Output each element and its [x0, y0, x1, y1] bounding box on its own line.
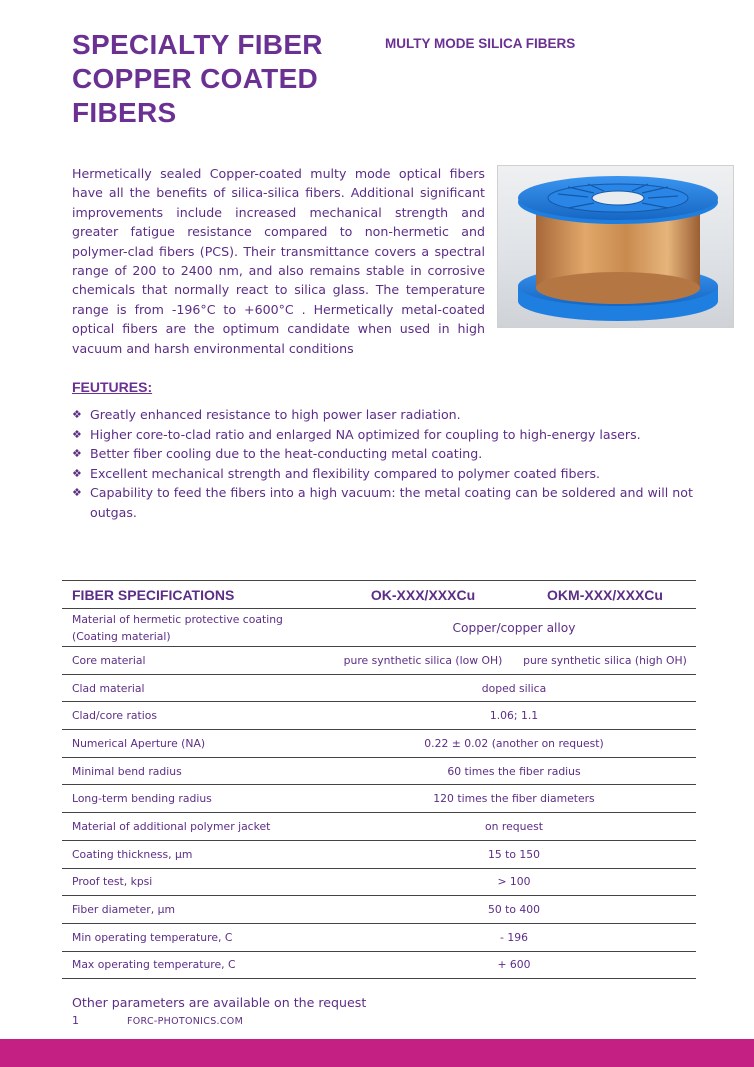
feature-text: Higher core-to-clad ratio and enlarged NA optimized for coupling to high-energy lasers. — [90, 426, 641, 442]
value-cell: 120 times the fiber diameters — [332, 785, 696, 813]
param-line: Material of hermetic protective coating — [72, 612, 283, 626]
param-cell: Minimal bend radius — [62, 757, 332, 785]
table-row — [62, 840, 696, 868]
table-row — [62, 951, 696, 979]
value-cell: 60 times the fiber radius — [332, 757, 696, 785]
value-cell: - 196 — [332, 923, 696, 951]
value-cell: > 100 — [332, 868, 696, 896]
table-row — [62, 785, 696, 813]
value-cell-okm: pure synthetic silica (high OH) — [514, 647, 696, 675]
features-list — [72, 405, 702, 523]
feature-item — [72, 405, 702, 425]
feature-text: Excellent mechanical strength and flexibility compared to polymer coated fibers. — [90, 465, 601, 481]
diamond-bullet-icon: ❖ — [72, 466, 82, 480]
page-number: 1 — [72, 1014, 79, 1027]
feature-text: Better fiber cooling due to the heat-conducting metal coating. — [90, 446, 483, 462]
feature-item — [72, 464, 702, 484]
feature-item — [72, 444, 702, 464]
spool-illustration — [498, 166, 733, 327]
value-cell: 50 to 400 — [332, 896, 696, 924]
website-link[interactable]: FORC-PHOTONICS.COM — [127, 1016, 244, 1027]
value-cell: doped silica — [332, 674, 696, 702]
footnote: Other parameters are available on the request — [72, 995, 367, 1010]
feature-item — [72, 425, 702, 445]
param-cell: Clad/core ratios — [62, 702, 332, 730]
table-row — [62, 609, 696, 647]
features-heading: FEUTURES: — [72, 379, 153, 395]
param-cell: Max operating temperature, C — [62, 951, 332, 979]
param-cell: Material of additional polymer jacket — [62, 813, 332, 841]
param-line: (Coating material) — [72, 629, 171, 643]
param-cell: Min operating temperature, C — [62, 923, 332, 951]
table-row — [62, 923, 696, 951]
table-row — [62, 896, 696, 924]
table-header-row — [62, 581, 696, 609]
feature-text: Greatly enhanced resistance to high power laser radiation. — [90, 407, 461, 422]
fiber-spool-photo — [497, 165, 734, 328]
footer-bar — [0, 1039, 754, 1067]
value-cell-ok: pure synthetic silica (low OH) — [332, 647, 514, 675]
param-cell: Coating thickness, µm — [62, 840, 332, 868]
value-cell: on request — [332, 813, 696, 841]
table-row — [62, 730, 696, 758]
header-okm-model: OKM-XXX/XXXCu — [514, 581, 696, 609]
value-cell: Copper/copper alloy — [332, 609, 696, 647]
title-line-1: SPECIALTY FIBER — [72, 29, 323, 60]
param-cell: Clad material — [62, 674, 332, 702]
param-cell: Core material — [62, 647, 332, 675]
param-cell — [62, 609, 332, 647]
page-subtitle: MULTY MODE SILICA FIBERS — [385, 36, 576, 51]
title-line-3: FIBERS — [72, 97, 177, 128]
diamond-bullet-icon: ❖ — [72, 408, 82, 421]
feature-text: Capability to feed the fibers into a high vacuum: the metal coating can be soldered and will not outgas. — [90, 485, 693, 520]
table-row — [62, 674, 696, 702]
table-row — [62, 757, 696, 785]
header-fiber-specifications: FIBER SPECIFICATIONS — [62, 581, 332, 609]
fiber-specifications-table — [62, 580, 696, 979]
value-cell: 15 to 150 — [332, 840, 696, 868]
table-row — [62, 702, 696, 730]
param-cell: Numerical Aperture (NA) — [62, 730, 332, 758]
value-cell: + 600 — [332, 951, 696, 979]
param-cell: Fiber diameter, µm — [62, 896, 332, 924]
table-row — [62, 868, 696, 896]
table-row — [62, 647, 696, 675]
page-title — [72, 28, 323, 130]
value-cell: 1.06; 1.1 — [332, 702, 696, 730]
diamond-bullet-icon: ❖ — [72, 486, 82, 500]
header-ok-model: OK-XXX/XXXCu — [332, 581, 514, 609]
param-cell: Long-term bending radius — [62, 785, 332, 813]
param-cell: Proof test, kpsi — [62, 868, 332, 896]
value-cell: 0.22 ± 0.02 (another on request) — [332, 730, 696, 758]
diamond-bullet-icon: ❖ — [72, 427, 82, 441]
diamond-bullet-icon: ❖ — [72, 447, 82, 461]
intro-paragraph: Hermetically sealed Copper-coated multy mode optical fibers have all the benefits of silica-silica fibers. Additional significant improvements include increased mechanical strength and greater fatigue resistance compared to non-hermetic and polymer-clad fibers (PCS). Their transmittance covers a spectral range of 200 to 2400 nm, and also remains stable in corrosive chemicals that normally react to silica glass. The temperature range is from -196°C to +600°C . Hermetically metal-coated optical fibers are the optimum candidate when used in high vacuum and harsh environmental conditions — [72, 166, 485, 356]
title-line-2: COPPER COATED — [72, 63, 319, 94]
table-row — [62, 813, 696, 841]
feature-item — [72, 483, 702, 522]
